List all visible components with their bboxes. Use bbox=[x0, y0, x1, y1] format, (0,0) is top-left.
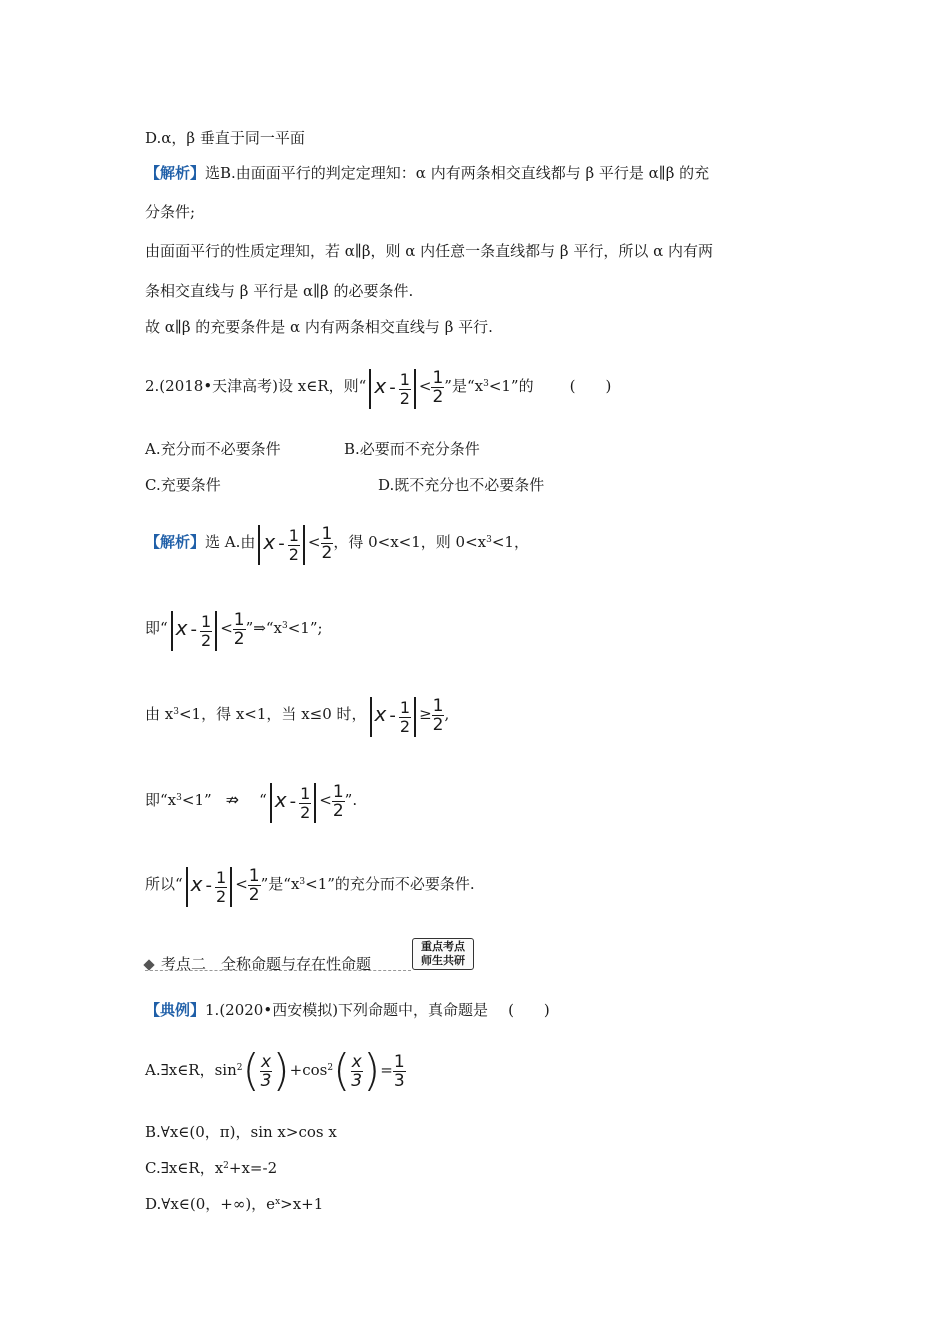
analysis-tag: 【解析】 bbox=[145, 164, 206, 182]
answer-blank: ( ) bbox=[569, 377, 612, 395]
analysis-tag: 【解析】 bbox=[145, 533, 206, 551]
answer-blank: ( ) bbox=[508, 1001, 550, 1019]
analysis-line: 由面面平行的性质定理知，若 α∥β，则 α 内任意一条直线都与 β 平行，所以 α 内有两 bbox=[145, 242, 714, 260]
section-heading bbox=[145, 953, 371, 975]
fraction-half: $\frac{1}{2}$ bbox=[432, 367, 444, 407]
example-option-d: D.∀x∈(0，+∞)，$e^x>x+1$ bbox=[145, 1195, 324, 1213]
question-text: 2.(2018•天津高考)设 x∈R，则“ bbox=[145, 377, 367, 395]
example-option-c: C.∃x∈R，$x^2+x=-2$ bbox=[145, 1159, 278, 1177]
question-2: 2.(2018•天津高考)设 x∈R，则“ x - $\frac{1}{2}$ < $\frac{1}{2}$ ”是“$x^3<1$”的 ( ) bbox=[145, 360, 611, 414]
analysis2-line-1: 【解析】选 A.由 x - $\frac{1}{2}$ < $\frac{1}{2}$ ，得 0<x<1，则 $0<x^3<1$， bbox=[145, 523, 529, 564]
example-tag: 【典例】 bbox=[145, 1001, 206, 1019]
analysis2-line-4: 即“$x^3<1$” ⇏ “ x - $\frac{1}{2}$ < $\frac{1}{2}$ ”. bbox=[145, 781, 358, 822]
abs-expression: x - $\frac{1}{2}$ bbox=[366, 360, 419, 414]
analysis-paragraph-1 bbox=[145, 162, 709, 184]
key-point-badge: 重点考点 师生共研 bbox=[412, 938, 474, 970]
analysis2-line-5: 所以“ x - $\frac{1}{2}$ < $\frac{1}{2}$ ”是“$x^3<1$”的充分而不必要条件. bbox=[145, 865, 475, 906]
example-question: 【典例】1.(2020•西安模拟)下列命题中，真命题是 ( ) bbox=[145, 1001, 550, 1019]
section-underline bbox=[145, 970, 411, 971]
example-option-a: A.∃x∈R，$\sin^2$( $\frac{x}{3}$ )$+\cos^2$( $\frac{x}{3}$ )= $\frac{1}{3}$ bbox=[145, 1045, 405, 1096]
option-c: C.充要条件 bbox=[145, 476, 221, 494]
diamond-bullet-icon bbox=[143, 959, 154, 970]
analysis-line: 故 α∥β 的充要条件是 α 内有两条相交直线与 β 平行. bbox=[145, 318, 493, 336]
not-implies-icon: ⇏ bbox=[225, 790, 240, 809]
analysis-line: 分条件; bbox=[145, 203, 196, 221]
option-a: A.充分而不必要条件 bbox=[145, 440, 281, 458]
option-d: D.既不充分也不必要条件 bbox=[378, 476, 545, 494]
option-b: B.必要而不充分条件 bbox=[344, 440, 480, 458]
option-d-text: D.α，β 垂直于同一平面 bbox=[145, 129, 305, 147]
example-option-b: B.∀x∈(0，π)，sin x>cos x bbox=[145, 1123, 337, 1141]
section-title: 考点二 全称命题与存在性命题 bbox=[161, 955, 372, 973]
analysis2-line-3: 由 $x^3<1$，得 x<1，当 x≤0 时， x - $\frac{1}{2}$ ≥ $\frac{1}{2}$ , bbox=[145, 695, 450, 736]
analysis-line: 条相交直线与 β 平行是 α∥β 的必要条件. bbox=[145, 282, 414, 300]
analysis2-line-2: 即“ x - $\frac{1}{2}$ < $\frac{1}{2}$ $”\Rightarrow“x^3<1$”; bbox=[145, 609, 323, 650]
analysis-text: 选B.由面面平行的判定定理知：α 内有两条相交直线都与 β 平行是 α∥β 的充 bbox=[205, 164, 710, 182]
